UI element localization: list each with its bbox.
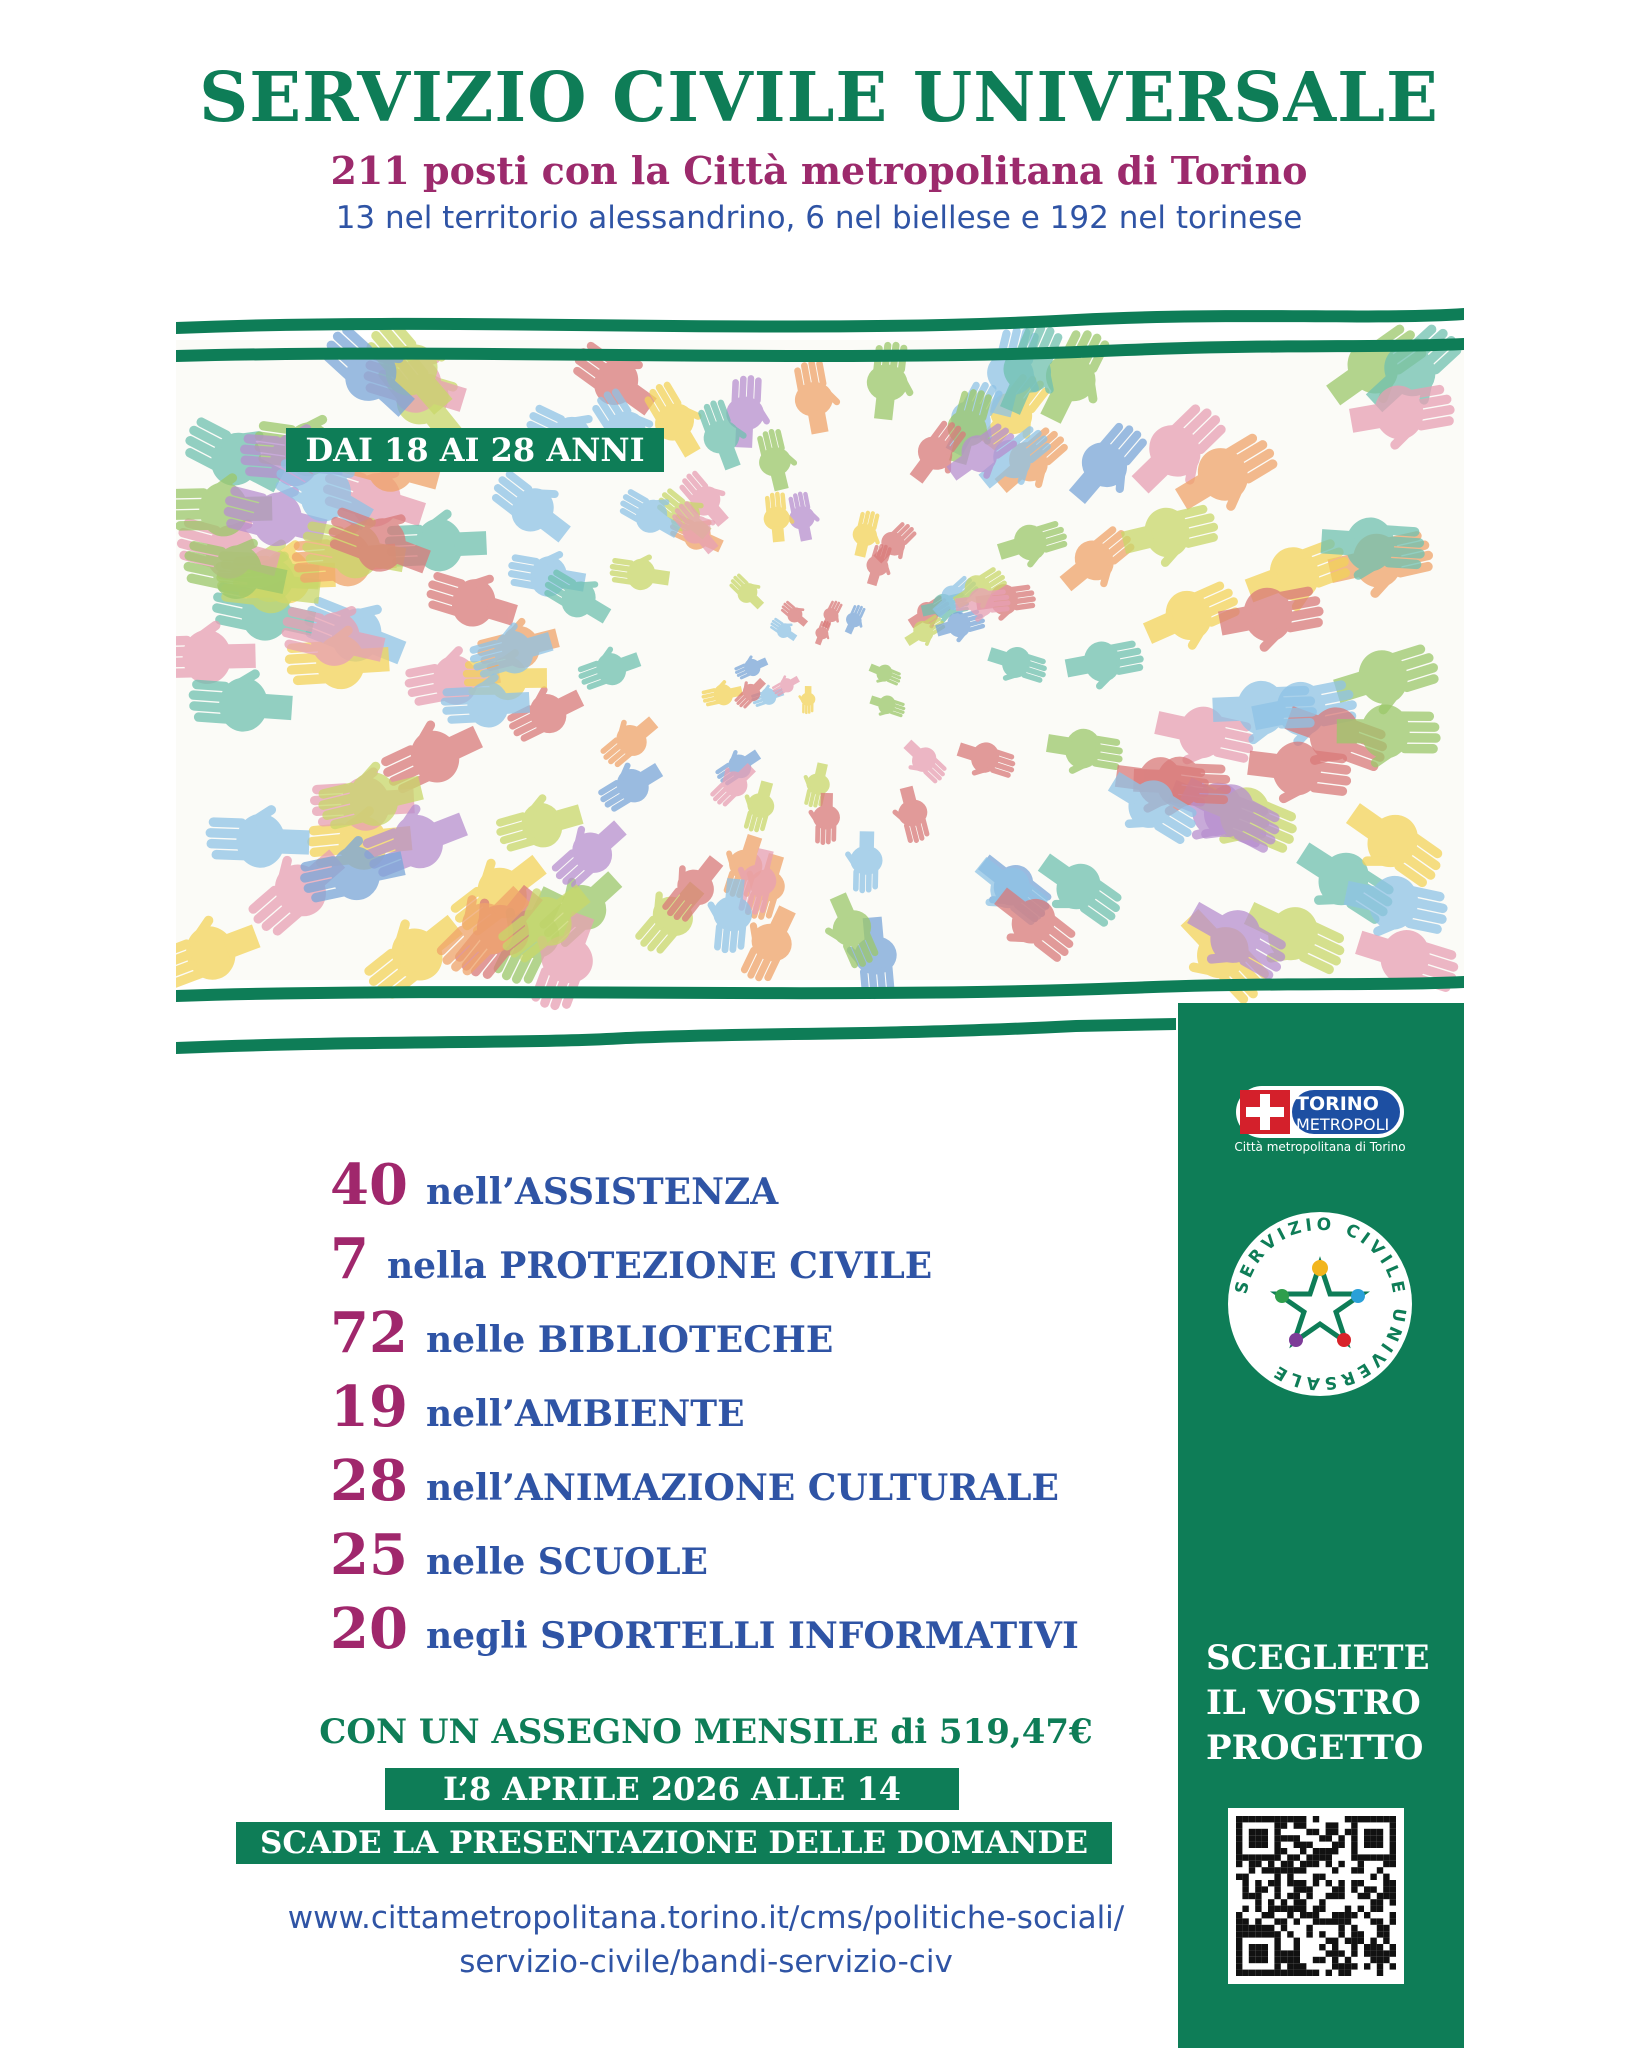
area-count: 7 — [330, 1226, 369, 1292]
poster-subtitle: 211 posti con la Città metropolitana di Torino — [330, 148, 1308, 193]
age-range-badge: DAI 18 AI 28 ANNI — [286, 428, 664, 472]
area-label: nell’AMBIENTE — [425, 1393, 745, 1435]
area-label: nelle SCUOLE — [425, 1541, 708, 1583]
info-url-line-1[interactable]: www.cittametropolitana.torino.it/cms/politiche-sociali/ — [287, 1900, 1125, 1936]
area-count: 25 — [330, 1522, 408, 1588]
area-count: 72 — [330, 1300, 408, 1366]
list-item — [330, 1596, 1079, 1662]
poster-subline: 13 nel territorio alessandrino, 6 nel biellese e 192 nel torinese — [335, 200, 1303, 236]
area-count: 40 — [330, 1152, 408, 1218]
area-label: nell’ANIMAZIONE CULTURALE — [425, 1467, 1059, 1509]
area-count: 20 — [330, 1596, 408, 1662]
servizio-civile-logo — [1222, 1206, 1418, 1402]
qr-code-icon[interactable] — [1228, 1808, 1404, 1984]
monthly-allowance-text: CON UN ASSEGNO MENSILE di 519,47€ — [319, 1712, 1093, 1752]
deadline-date-bar: L’8 APRILE 2026 ALLE 14 — [385, 1768, 959, 1810]
poster-title: SERVIZIO CIVILE UNIVERSALE — [199, 58, 1439, 138]
cta-line-2: IL VOSTRO — [1206, 1683, 1421, 1723]
area-label: negli SPORTELLI INFORMATIVI — [425, 1615, 1079, 1657]
torino-logo-caption: Città metropolitana di Torino — [1234, 1140, 1406, 1154]
torino-logo-line2: METROPOLI — [1296, 1115, 1390, 1134]
info-url-line-2[interactable]: servizio-civile/bandi-servizio-civ — [459, 1944, 953, 1980]
scu-logo-ring-text: SERVIZIO CIVILE UNIVERSALE — [1231, 1214, 1410, 1394]
area-label: nella PROTEZIONE CIVILE — [386, 1245, 933, 1287]
list-item — [330, 1300, 833, 1366]
area-label: nelle BIBLIOTECHE — [425, 1319, 834, 1361]
list-item — [330, 1374, 745, 1440]
area-label: nell’ASSISTENZA — [425, 1171, 779, 1213]
cta-line-3: PROGETTO — [1206, 1728, 1424, 1768]
area-count: 28 — [330, 1448, 408, 1514]
list-item — [330, 1226, 932, 1292]
list-item — [330, 1152, 778, 1218]
deadline-notice-bar: SCADE LA PRESENTAZIONE DELLE DOMANDE — [236, 1822, 1112, 1864]
choose-project-cta — [1200, 1636, 1450, 1771]
torino-logo-line1: TORINO — [1296, 1093, 1379, 1115]
list-item — [330, 1522, 708, 1588]
area-count: 19 — [330, 1374, 408, 1440]
list-item — [330, 1448, 1059, 1514]
cta-line-1: SCEGLIETE — [1206, 1638, 1430, 1678]
hands-banner-image — [176, 300, 1464, 1070]
